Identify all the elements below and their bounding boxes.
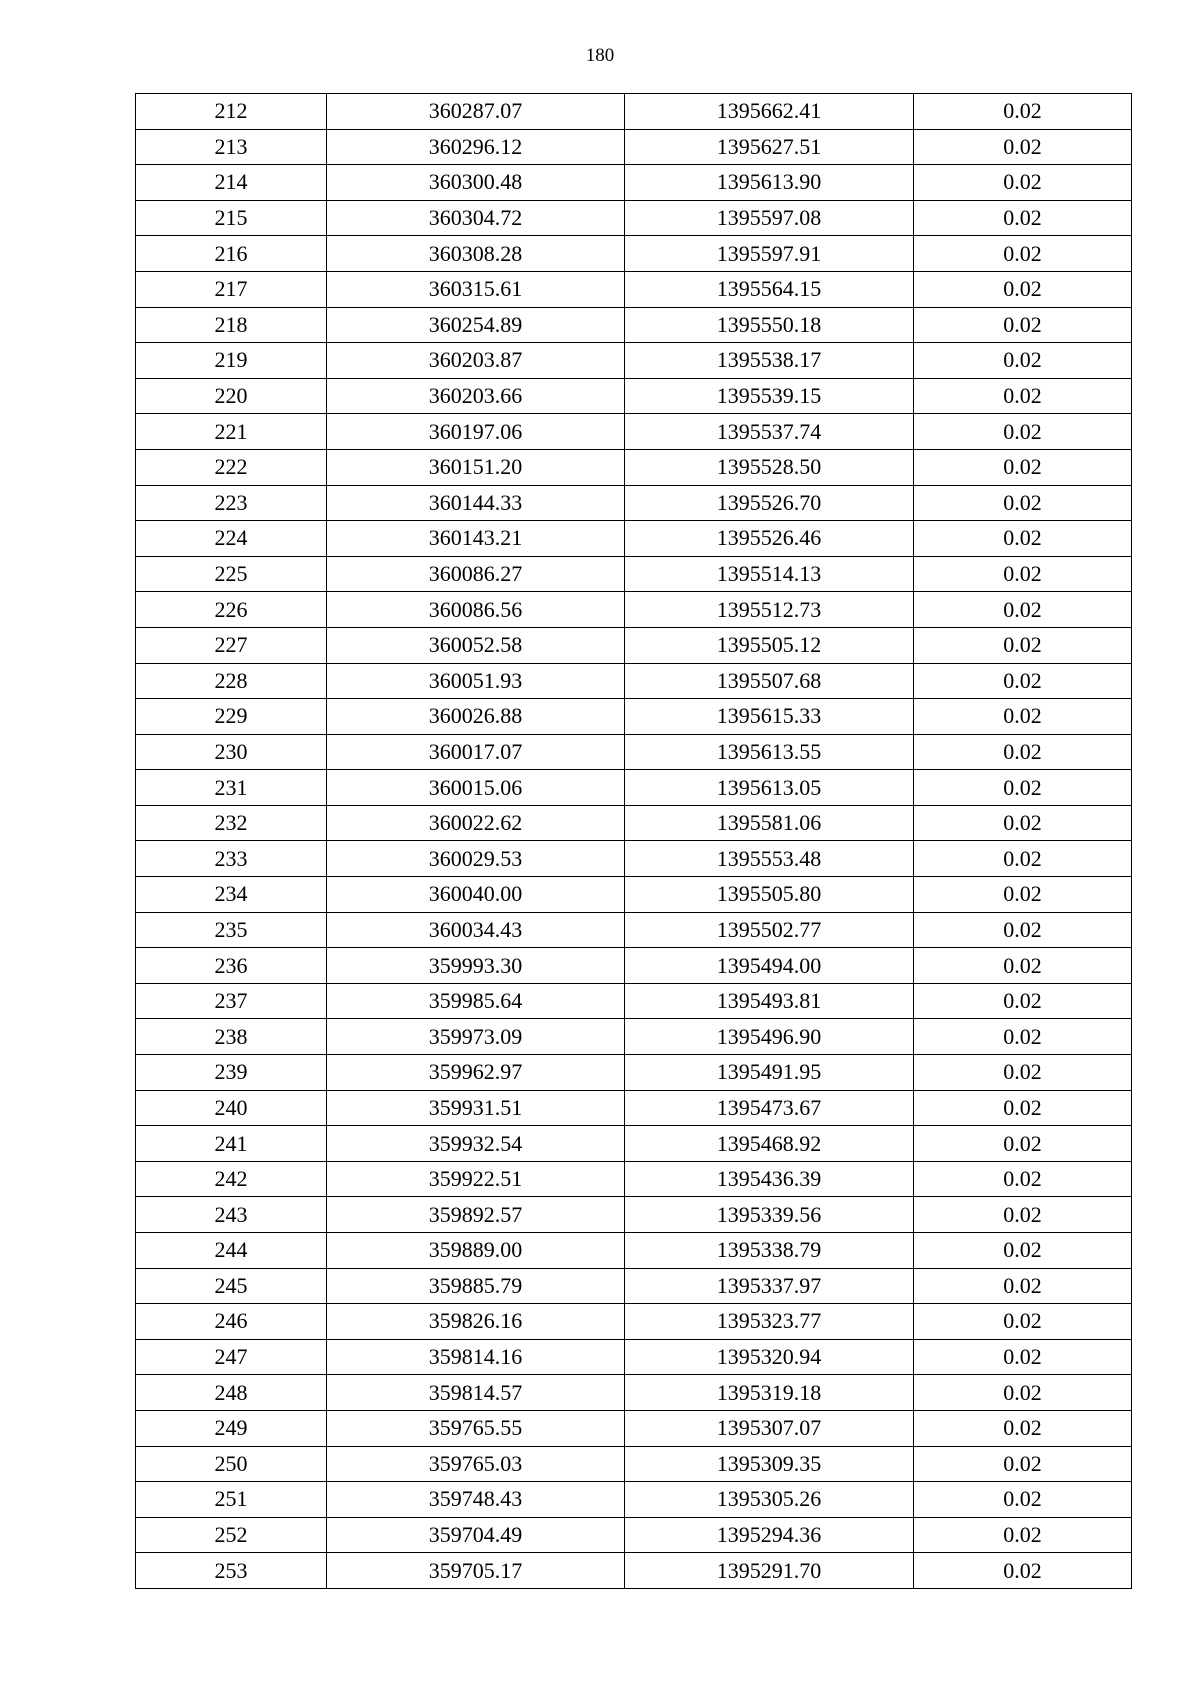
table-row (136, 983, 1132, 1019)
point-number-cell: 250 (136, 1446, 327, 1482)
value-cell: 0.02 (914, 1197, 1132, 1233)
y-coordinate-cell: 1395662.41 (625, 94, 914, 130)
coordinates-table-body (136, 94, 1132, 1589)
point-number-cell: 240 (136, 1090, 327, 1126)
table-row (136, 129, 1132, 165)
point-number-cell: 239 (136, 1055, 327, 1091)
y-coordinate-cell: 1395613.05 (625, 770, 914, 806)
point-number-cell: 248 (136, 1375, 327, 1411)
value-cell: 0.02 (914, 521, 1132, 557)
x-coordinate-cell: 360203.66 (327, 378, 625, 414)
x-coordinate-cell: 359962.97 (327, 1055, 625, 1091)
y-coordinate-cell: 1395581.06 (625, 805, 914, 841)
table-row (136, 1517, 1132, 1553)
y-coordinate-cell: 1395550.18 (625, 307, 914, 343)
point-number-cell: 214 (136, 165, 327, 201)
table-row (136, 200, 1132, 236)
point-number-cell: 220 (136, 378, 327, 414)
y-coordinate-cell: 1395615.33 (625, 699, 914, 735)
y-coordinate-cell: 1395309.35 (625, 1446, 914, 1482)
value-cell: 0.02 (914, 841, 1132, 877)
table-row (136, 485, 1132, 521)
point-number-cell: 221 (136, 414, 327, 450)
table-row (136, 841, 1132, 877)
point-number-cell: 252 (136, 1517, 327, 1553)
point-number-cell: 218 (136, 307, 327, 343)
x-coordinate-cell: 360197.06 (327, 414, 625, 450)
value-cell: 0.02 (914, 165, 1132, 201)
point-number-cell: 230 (136, 734, 327, 770)
y-coordinate-cell: 1395526.70 (625, 485, 914, 521)
point-number-cell: 225 (136, 556, 327, 592)
y-coordinate-cell: 1395496.90 (625, 1019, 914, 1055)
value-cell: 0.02 (914, 948, 1132, 984)
point-number-cell: 219 (136, 343, 327, 379)
y-coordinate-cell: 1395320.94 (625, 1339, 914, 1375)
y-coordinate-cell: 1395613.90 (625, 165, 914, 201)
value-cell: 0.02 (914, 699, 1132, 735)
x-coordinate-cell: 359765.03 (327, 1446, 625, 1482)
point-number-cell: 237 (136, 983, 327, 1019)
y-coordinate-cell: 1395294.36 (625, 1517, 914, 1553)
x-coordinate-cell: 359922.51 (327, 1161, 625, 1197)
x-coordinate-cell: 359765.55 (327, 1410, 625, 1446)
table-row (136, 912, 1132, 948)
point-number-cell: 242 (136, 1161, 327, 1197)
y-coordinate-cell: 1395436.39 (625, 1161, 914, 1197)
y-coordinate-cell: 1395491.95 (625, 1055, 914, 1091)
table-row (136, 627, 1132, 663)
point-number-cell: 227 (136, 627, 327, 663)
y-coordinate-cell: 1395307.07 (625, 1410, 914, 1446)
x-coordinate-cell: 359705.17 (327, 1553, 625, 1589)
value-cell: 0.02 (914, 1339, 1132, 1375)
x-coordinate-cell: 360034.43 (327, 912, 625, 948)
x-coordinate-cell: 360051.93 (327, 663, 625, 699)
x-coordinate-cell: 360151.20 (327, 449, 625, 485)
table-row (136, 1233, 1132, 1269)
point-number-cell: 229 (136, 699, 327, 735)
value-cell: 0.02 (914, 1161, 1132, 1197)
x-coordinate-cell: 359892.57 (327, 1197, 625, 1233)
x-coordinate-cell: 360296.12 (327, 129, 625, 165)
table-row (136, 592, 1132, 628)
x-coordinate-cell: 359814.57 (327, 1375, 625, 1411)
table-row (136, 414, 1132, 450)
point-number-cell: 224 (136, 521, 327, 557)
table-row (136, 948, 1132, 984)
y-coordinate-cell: 1395337.97 (625, 1268, 914, 1304)
point-number-cell: 241 (136, 1126, 327, 1162)
value-cell: 0.02 (914, 627, 1132, 663)
y-coordinate-cell: 1395528.50 (625, 449, 914, 485)
y-coordinate-cell: 1395514.13 (625, 556, 914, 592)
x-coordinate-cell: 360040.00 (327, 877, 625, 913)
value-cell: 0.02 (914, 1553, 1132, 1589)
value-cell: 0.02 (914, 1055, 1132, 1091)
point-number-cell: 223 (136, 485, 327, 521)
y-coordinate-cell: 1395613.55 (625, 734, 914, 770)
value-cell: 0.02 (914, 1446, 1132, 1482)
point-number-cell: 247 (136, 1339, 327, 1375)
point-number-cell: 233 (136, 841, 327, 877)
x-coordinate-cell: 360254.89 (327, 307, 625, 343)
x-coordinate-cell: 359973.09 (327, 1019, 625, 1055)
x-coordinate-cell: 360052.58 (327, 627, 625, 663)
x-coordinate-cell: 359885.79 (327, 1268, 625, 1304)
table-row (136, 521, 1132, 557)
y-coordinate-cell: 1395526.46 (625, 521, 914, 557)
x-coordinate-cell: 360304.72 (327, 200, 625, 236)
x-coordinate-cell: 359889.00 (327, 1233, 625, 1269)
x-coordinate-cell: 360144.33 (327, 485, 625, 521)
point-number-cell: 244 (136, 1233, 327, 1269)
table-row (136, 1268, 1132, 1304)
table-row (136, 1446, 1132, 1482)
x-coordinate-cell: 360022.62 (327, 805, 625, 841)
value-cell: 0.02 (914, 200, 1132, 236)
table-row (136, 1410, 1132, 1446)
x-coordinate-cell: 359704.49 (327, 1517, 625, 1553)
table-row (136, 1304, 1132, 1340)
value-cell: 0.02 (914, 912, 1132, 948)
value-cell: 0.02 (914, 1482, 1132, 1518)
table-row (136, 236, 1132, 272)
value-cell: 0.02 (914, 485, 1132, 521)
y-coordinate-cell: 1395319.18 (625, 1375, 914, 1411)
page-number: 180 (585, 45, 615, 66)
x-coordinate-cell: 360300.48 (327, 165, 625, 201)
point-number-cell: 245 (136, 1268, 327, 1304)
y-coordinate-cell: 1395505.12 (625, 627, 914, 663)
y-coordinate-cell: 1395291.70 (625, 1553, 914, 1589)
x-coordinate-cell: 359748.43 (327, 1482, 625, 1518)
x-coordinate-cell: 359814.16 (327, 1339, 625, 1375)
x-coordinate-cell: 359931.51 (327, 1090, 625, 1126)
point-number-cell: 215 (136, 200, 327, 236)
point-number-cell: 246 (136, 1304, 327, 1340)
value-cell: 0.02 (914, 1126, 1132, 1162)
x-coordinate-cell: 360308.28 (327, 236, 625, 272)
table-row (136, 343, 1132, 379)
table-row (136, 1197, 1132, 1233)
table-row (136, 556, 1132, 592)
value-cell: 0.02 (914, 1019, 1132, 1055)
y-coordinate-cell: 1395507.68 (625, 663, 914, 699)
y-coordinate-cell: 1395339.56 (625, 1197, 914, 1233)
value-cell: 0.02 (914, 1268, 1132, 1304)
x-coordinate-cell: 360026.88 (327, 699, 625, 735)
value-cell: 0.02 (914, 1375, 1132, 1411)
point-number-cell: 243 (136, 1197, 327, 1233)
value-cell: 0.02 (914, 734, 1132, 770)
table-row (136, 805, 1132, 841)
table-row (136, 699, 1132, 735)
point-number-cell: 222 (136, 449, 327, 485)
value-cell: 0.02 (914, 805, 1132, 841)
table-row (136, 307, 1132, 343)
y-coordinate-cell: 1395512.73 (625, 592, 914, 628)
value-cell: 0.02 (914, 1410, 1132, 1446)
x-coordinate-cell: 360029.53 (327, 841, 625, 877)
table-row (136, 1055, 1132, 1091)
y-coordinate-cell: 1395502.77 (625, 912, 914, 948)
value-cell: 0.02 (914, 129, 1132, 165)
y-coordinate-cell: 1395627.51 (625, 129, 914, 165)
point-number-cell: 236 (136, 948, 327, 984)
value-cell: 0.02 (914, 94, 1132, 130)
table-row (136, 1553, 1132, 1589)
y-coordinate-cell: 1395338.79 (625, 1233, 914, 1269)
y-coordinate-cell: 1395564.15 (625, 271, 914, 307)
y-coordinate-cell: 1395537.74 (625, 414, 914, 450)
table-row (136, 1375, 1132, 1411)
value-cell: 0.02 (914, 877, 1132, 913)
x-coordinate-cell: 360315.61 (327, 271, 625, 307)
y-coordinate-cell: 1395494.00 (625, 948, 914, 984)
table-row (136, 1090, 1132, 1126)
y-coordinate-cell: 1395539.15 (625, 378, 914, 414)
value-cell: 0.02 (914, 343, 1132, 379)
point-number-cell: 251 (136, 1482, 327, 1518)
x-coordinate-cell: 359993.30 (327, 948, 625, 984)
table-row (136, 1019, 1132, 1055)
table-row (136, 1126, 1132, 1162)
point-number-cell: 232 (136, 805, 327, 841)
y-coordinate-cell: 1395473.67 (625, 1090, 914, 1126)
coordinates-table (135, 93, 1132, 1589)
x-coordinate-cell: 360086.27 (327, 556, 625, 592)
table-row (136, 271, 1132, 307)
point-number-cell: 238 (136, 1019, 327, 1055)
value-cell: 0.02 (914, 449, 1132, 485)
point-number-cell: 213 (136, 129, 327, 165)
point-number-cell: 253 (136, 1553, 327, 1589)
point-number-cell: 228 (136, 663, 327, 699)
table-row (136, 734, 1132, 770)
y-coordinate-cell: 1395597.08 (625, 200, 914, 236)
value-cell: 0.02 (914, 1304, 1132, 1340)
y-coordinate-cell: 1395553.48 (625, 841, 914, 877)
value-cell: 0.02 (914, 1233, 1132, 1269)
y-coordinate-cell: 1395323.77 (625, 1304, 914, 1340)
x-coordinate-cell: 359826.16 (327, 1304, 625, 1340)
x-coordinate-cell: 359932.54 (327, 1126, 625, 1162)
point-number-cell: 234 (136, 877, 327, 913)
table-row (136, 378, 1132, 414)
y-coordinate-cell: 1395597.91 (625, 236, 914, 272)
value-cell: 0.02 (914, 663, 1132, 699)
x-coordinate-cell: 359985.64 (327, 983, 625, 1019)
table-row (136, 1161, 1132, 1197)
point-number-cell: 235 (136, 912, 327, 948)
table-row (136, 165, 1132, 201)
value-cell: 0.02 (914, 1517, 1132, 1553)
y-coordinate-cell: 1395493.81 (625, 983, 914, 1019)
point-number-cell: 217 (136, 271, 327, 307)
table-row (136, 1482, 1132, 1518)
value-cell: 0.02 (914, 236, 1132, 272)
value-cell: 0.02 (914, 592, 1132, 628)
x-coordinate-cell: 360143.21 (327, 521, 625, 557)
value-cell: 0.02 (914, 983, 1132, 1019)
y-coordinate-cell: 1395538.17 (625, 343, 914, 379)
point-number-cell: 212 (136, 94, 327, 130)
x-coordinate-cell: 360203.87 (327, 343, 625, 379)
value-cell: 0.02 (914, 271, 1132, 307)
point-number-cell: 226 (136, 592, 327, 628)
value-cell: 0.02 (914, 1090, 1132, 1126)
table-row (136, 1339, 1132, 1375)
y-coordinate-cell: 1395468.92 (625, 1126, 914, 1162)
point-number-cell: 231 (136, 770, 327, 806)
x-coordinate-cell: 360287.07 (327, 94, 625, 130)
y-coordinate-cell: 1395505.80 (625, 877, 914, 913)
y-coordinate-cell: 1395305.26 (625, 1482, 914, 1518)
x-coordinate-cell: 360015.06 (327, 770, 625, 806)
point-number-cell: 216 (136, 236, 327, 272)
table-row (136, 877, 1132, 913)
value-cell: 0.02 (914, 378, 1132, 414)
value-cell: 0.02 (914, 770, 1132, 806)
table-row (136, 94, 1132, 130)
value-cell: 0.02 (914, 556, 1132, 592)
table-row (136, 449, 1132, 485)
table-row (136, 770, 1132, 806)
value-cell: 0.02 (914, 307, 1132, 343)
x-coordinate-cell: 360017.07 (327, 734, 625, 770)
point-number-cell: 249 (136, 1410, 327, 1446)
table-row (136, 663, 1132, 699)
x-coordinate-cell: 360086.56 (327, 592, 625, 628)
value-cell: 0.02 (914, 414, 1132, 450)
